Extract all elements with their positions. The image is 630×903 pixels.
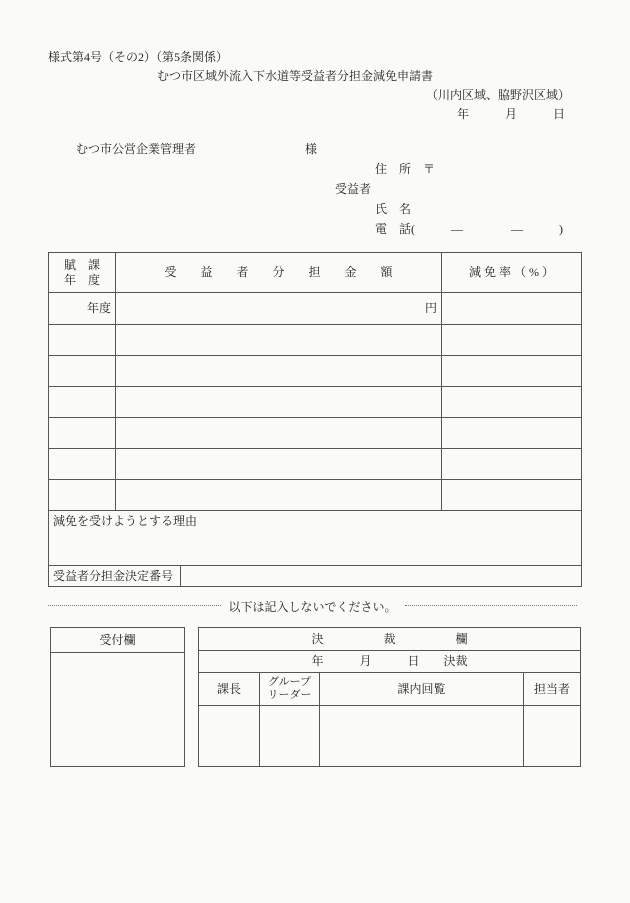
rate-cell-empty [442,293,582,325]
reception-title: 受付欄 [51,628,184,653]
levy-row-1 [49,293,582,325]
applicant-phone-label: 電 話( ― ― ) [375,222,563,236]
stamp-cell-empty [524,706,581,767]
year-cell-empty [49,325,116,356]
approval-title: 決 裁 欄 [199,628,581,651]
applicant-group-label: 受益者 [335,182,372,196]
stamp-cell-empty [320,706,524,767]
stamp-cell-empty [199,706,260,767]
levy-row-blank [49,449,582,480]
col-group-leader-line2: リーダー [267,689,312,701]
levy-row-blank [49,480,582,511]
rate-cell-empty [442,325,582,356]
col-circulation: 課内回覧 [320,673,524,706]
decision-number-row [49,566,582,587]
amount-cell-empty [116,387,442,418]
region-note: （川内区域、脇野沢区域） [425,88,570,102]
amount-yen-cell: 円 [116,293,442,325]
separator-dots-left [48,605,221,606]
approval-title-row [199,628,581,651]
levy-row-blank [49,325,582,356]
do-not-fill-separator [48,599,577,615]
approval-stamp-row [199,706,581,767]
reason-cell: 減免を受けようとする理由 [49,511,582,566]
applicant-name-label: 氏 名 [375,202,412,216]
header-fiscal-year [49,253,116,293]
approval-table [198,627,581,767]
amount-cell-empty [116,418,442,449]
amount-cell-empty [116,480,442,511]
addressee-honorific: 様 [305,142,318,156]
header-fiscal-year-line1: 賦 課 [63,257,100,272]
amount-cell-empty [116,449,442,480]
year-cell-empty [49,356,116,387]
separator-note: 以下は記入しないでください。 [228,599,397,614]
decision-number-label: 受益者分担金決定番号 [49,566,181,587]
form-number: 様式第4号（その2）（第5条関係） [48,50,229,64]
stamp-cell-empty [260,706,320,767]
rate-cell-empty [442,480,582,511]
rate-cell-empty [442,387,582,418]
year-cell-empty [49,387,116,418]
amount-cell-empty [116,356,442,387]
addressee-name: むつ市公営企業管理者 [76,142,197,156]
rate-cell-empty [442,356,582,387]
col-group-leader-line1: グループ [267,675,312,688]
col-group-leader [260,673,320,706]
rate-cell-empty [442,418,582,449]
rate-cell-empty [442,449,582,480]
col-section-chief: 課長 [199,673,260,706]
year-cell-empty [49,480,116,511]
header-fiscal-year-line2: 年 度 [63,272,100,287]
year-suffix-cell: 年度 [49,293,116,325]
year-cell-empty [49,418,116,449]
levy-row-blank [49,387,582,418]
levy-row-blank [49,418,582,449]
reception-stamp-area [51,653,184,766]
levy-table [48,252,582,587]
header-contribution-amount: 受 益 者 分 担 金 額 [116,253,442,293]
date-line: 年 月 日 [456,107,565,121]
reason-row [49,511,582,566]
amount-cell-empty [116,325,442,356]
separator-dots-right [405,605,578,606]
header-reduction-rate: 減 免 率 （ % ） [442,253,582,293]
year-cell-empty [49,449,116,480]
decision-number-value-empty [181,566,582,587]
approval-date-line: 年 月 日 決裁 [199,651,581,673]
reception-box [50,627,185,767]
doc-title: むつ市区域外流入下水道等受益者分担金減免申請書 [156,69,433,83]
approval-header-row [199,673,581,706]
levy-row-blank [49,356,582,387]
levy-table-header-row [49,253,582,293]
approval-date-row [199,651,581,673]
col-person-in-charge: 担当者 [524,673,581,706]
applicant-address-label: 住 所 〒 [375,162,436,176]
